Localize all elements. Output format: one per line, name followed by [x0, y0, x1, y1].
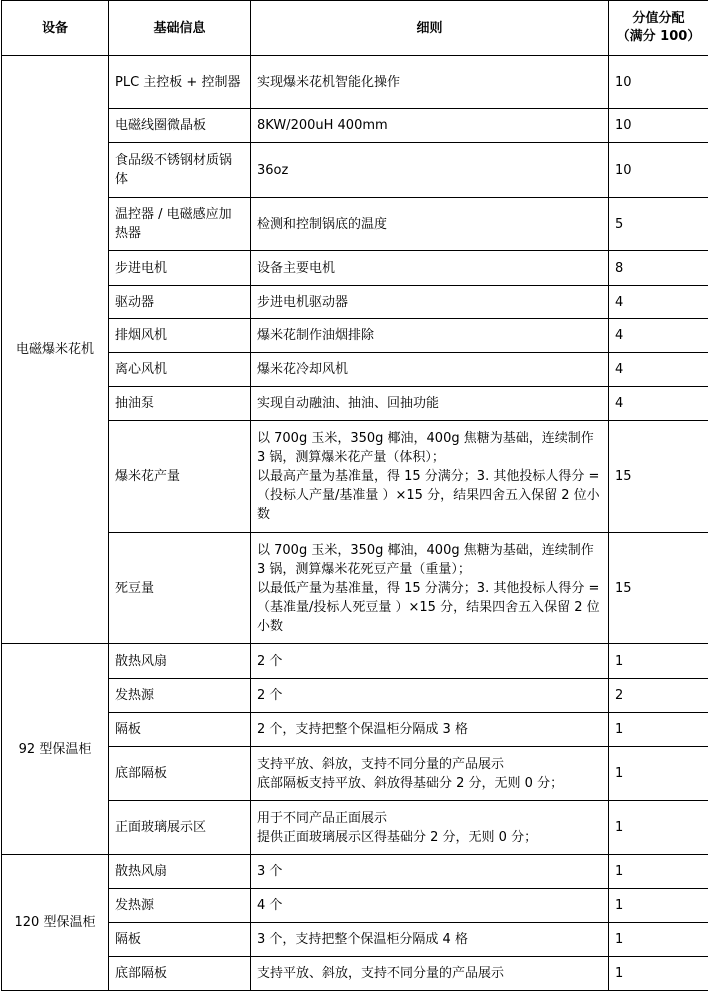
detail-cell: 实现爆米花机智能化操作: [251, 56, 609, 109]
score-cell: 10: [609, 56, 708, 109]
detail-cell: 3 个: [251, 855, 609, 889]
score-cell: 1: [609, 889, 708, 923]
header-row: [2, 1, 708, 56]
score-cell: 10: [609, 109, 708, 143]
detail-cell: 8KW/200uH 400mm: [251, 109, 609, 143]
score-cell: 1: [609, 747, 708, 801]
score-cell: 1: [609, 713, 708, 747]
detail-cell: 检测和控制锅底的温度: [251, 198, 609, 251]
basic-cell: 排烟风机: [109, 319, 251, 353]
detail-cell: 步进电机驱动器: [251, 286, 609, 319]
table-row: [2, 855, 708, 889]
score-cell: 5: [609, 198, 708, 251]
detail-cell: 实现自动融油、抽油、回抽功能: [251, 387, 609, 421]
detail-cell: 4 个: [251, 889, 609, 923]
basic-cell: 抽油泵: [109, 387, 251, 421]
basic-cell: 发热源: [109, 679, 251, 713]
detail-cell: 设备主要电机: [251, 251, 609, 286]
header-detail: 细则: [251, 1, 609, 56]
device-cell: 120 型保温柜: [2, 855, 109, 991]
detail-cell: 支持平放、斜放，支持不同分量的产品展示 底部隔板支持平放、斜放得基础分 2 分，无则 0 分；: [251, 747, 609, 801]
basic-cell: 温控器 / 电磁感应加热器: [109, 198, 251, 251]
score-cell: 4: [609, 353, 708, 387]
score-cell: 10: [609, 143, 708, 198]
detail-cell: 36oz: [251, 143, 609, 198]
score-cell: 1: [609, 801, 708, 855]
detail-cell: 2 个: [251, 644, 609, 679]
basic-cell: 正面玻璃展示区: [109, 801, 251, 855]
header-score: 分值分配 （满分 100）: [609, 1, 708, 56]
score-cell: 8: [609, 251, 708, 286]
detail-cell: 爆米花制作油烟排除: [251, 319, 609, 353]
score-cell: 15: [609, 533, 708, 644]
score-cell: 15: [609, 421, 708, 533]
score-cell: 2: [609, 679, 708, 713]
detail-cell: 用于不同产品正面展示 提供正面玻璃展示区得基础分 2 分，无则 0 分；: [251, 801, 609, 855]
score-cell: 4: [609, 286, 708, 319]
detail-cell: 以 700g 玉米，350g 椰油，400g 焦糖为基础，连续制作 3 锅，测算爆米花死豆产量（重量）； 以最低产量为基准量，得 15 分满分；3. 其他投标人得分 =（基准量/投标人死豆量 ）×15 分，结果四舍五入保留 2 位小数: [251, 533, 609, 644]
header-device: 设备: [2, 1, 109, 56]
header-basic: 基础信息: [109, 1, 251, 56]
table-row: [2, 644, 708, 679]
detail-cell: 3 个，支持把整个保温柜分隔成 4 格: [251, 923, 609, 957]
detail-cell: 支持平放、斜放，支持不同分量的产品展示: [251, 957, 609, 991]
score-cell: 1: [609, 644, 708, 679]
basic-cell: 食品级不锈钢材质锅体: [109, 143, 251, 198]
table-row: [2, 56, 708, 109]
score-cell: 1: [609, 957, 708, 991]
basic-cell: 散热风扇: [109, 855, 251, 889]
basic-cell: 隔板: [109, 713, 251, 747]
detail-cell: 2 个: [251, 679, 609, 713]
basic-cell: 发热源: [109, 889, 251, 923]
basic-cell: 散热风扇: [109, 644, 251, 679]
basic-cell: 电磁线圈微晶板: [109, 109, 251, 143]
basic-cell: 死豆量: [109, 533, 251, 644]
device-cell: 92 型保温柜: [2, 644, 109, 855]
basic-cell: 驱动器: [109, 286, 251, 319]
score-cell: 4: [609, 319, 708, 353]
scoring-table: [1, 0, 708, 991]
basic-cell: 步进电机: [109, 251, 251, 286]
score-cell: 1: [609, 855, 708, 889]
detail-cell: 以 700g 玉米，350g 椰油，400g 焦糖为基础，连续制作 3 锅，测算爆米花产量（体积）； 以最高产量为基准量，得 15 分满分；3. 其他投标人得分 =（投标人产量/基准量 ）×15 分，结果四舍五入保留 2 位小数: [251, 421, 609, 533]
basic-cell: 离心风机: [109, 353, 251, 387]
basic-cell: 底部隔板: [109, 747, 251, 801]
score-cell: 4: [609, 387, 708, 421]
detail-cell: 爆米花冷却风机: [251, 353, 609, 387]
device-cell: 电磁爆米花机: [2, 56, 109, 644]
basic-cell: PLC 主控板 + 控制器: [109, 56, 251, 109]
basic-cell: 爆米花产量: [109, 421, 251, 533]
detail-cell: 2 个，支持把整个保温柜分隔成 3 格: [251, 713, 609, 747]
basic-cell: 底部隔板: [109, 957, 251, 991]
basic-cell: 隔板: [109, 923, 251, 957]
score-cell: 1: [609, 923, 708, 957]
